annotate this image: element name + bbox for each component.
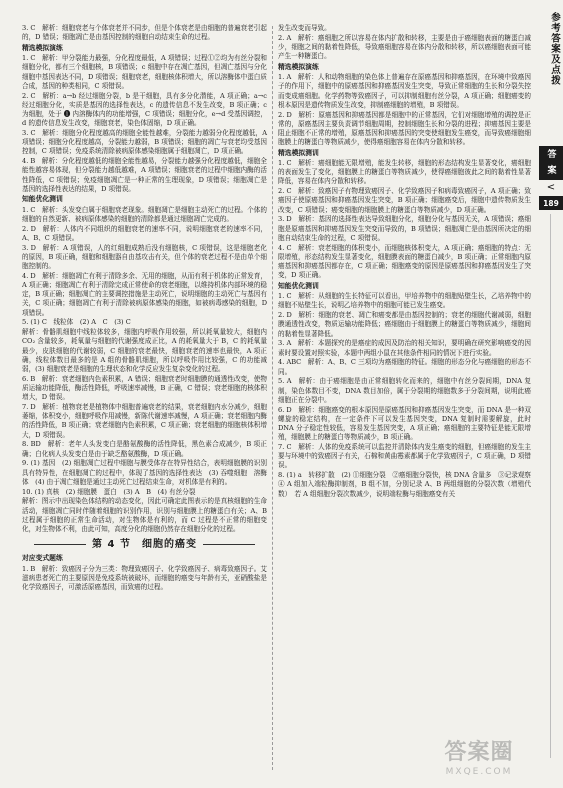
answer-paragraph: 7. C 解析：人体的免疫系统可以监控并清除体内发生癌变的细胞，但癌细胞的发生主要与环境中的致癌因子有关，石棉和黄曲霉素都属于化学致癌因子，C 项正确，D 项错误。 [278, 442, 531, 470]
answer-paragraph: 1. C 解析：头发变白属于细胞衰老现象。细胞凋亡是细胞主动死亡的过程。个体的细胞的自然更新、被病原体感染的细胞的清除都是通过细胞凋亡完成的。 [22, 205, 267, 223]
sidebar [537, 0, 563, 788]
answer-tab[interactable]: 答 案 [539, 146, 563, 180]
answer-paragraph: 6. D 解析：细胞癌变的根本原因是原癌基因和抑癌基因发生突变，而 DNA 是一种双螺旋的稳定结构，在一定条件下可以发生基因突变，DNA 复制时需要解旋，此时 DNA 分子稳定性较低，容易发生基因突变，A 项正确；癌细胞的主要特征是能无限增殖，细胞膜上的糖蛋白等物质减少，B 项正确。 [278, 405, 531, 442]
answer-paragraph: 9. (1) 基因 (2) 细胞凋亡过程中细胞与膜受体存在特异性结合，表明细胞膜的识别具有特异性，在细胞凋亡的过程中，体现了基因的选择性表达 (3) 吞噬细胞 溶酶体 (4) 由于凋亡细胞是通过主动死亡过程结束生命，对机体是有利的。 [22, 459, 267, 486]
left-column [22, 24, 267, 774]
answer-paragraph: 2. C 解析：a→b 经过细胞分裂，b 是干细胞，具有多分化潜能，A 项正确；a→c 经过细胞分化，实质是基因的选择性表达，c 的遗传信息不发生改变，B 项正确；c 为细胞，处于 ❶ 内溶酶体内的功能增强，C 项错误；细胞分化，e→d 受基因调控，d 的遗传信息发生改变，细胞衰老，染色体固缩，D 项正确。 [22, 91, 267, 128]
answer-paragraph: 2. D 解析：人体内不同组织的细胞衰老的速率不同，说明细胞衰老的速率不同，A、B、C 项错误。 [22, 224, 267, 242]
answer-paragraph: 3. A 解析：本题探究的是癌症的成因及防治的相关知识，要明确在研究影响癌变的因素时要设置对照实验，本题中两组小鼠在其他条件相同的情况下进行实验。 [278, 339, 531, 357]
sidebar-title: 参考答案及点拨 [549, 12, 560, 86]
answer-paragraph: 5. A 解析：由于癌细胞是由正常细胞转化而来的，细胞中有丝分裂间期，DNA 复制，染色体数目不变，DNA 数目加倍，属于分裂期的细胞数多于分裂间期，说明此癌细胞正在分裂中。 [278, 377, 531, 404]
answer-paragraph: 4. C 解析：衰老细胞的体积变小，而细胞核体积变大，A 项正确；癌细胞的特点：无限增殖，形态结构发生显著变化，细胞膜表面的糖蛋白减少，B 项正确；正常细胞内原癌基因和抑癌基因都存在，C 项正确；细胞癌变的原因是原癌基因和抑癌基因发生了突变，D 项正确。 [278, 243, 531, 280]
answer-paragraph: 解析：骨骼肌细胞中线粒体较多，细胞内呼吸作用较强，所以耗氧量较大，细胞内 CO₂ 含量较多，耗氧量与细胞的代谢强度成正比，A 的耗氧量大于 B，C 的耗氧量最少，皮肤细胞的代谢较弱，C 细胞的衰老最快，细胞衰老的速率也最快，A 项正确，线粒体数目最多的是 A 组的骨骼肌细胞，所以呼吸作用比较强，C 的功能减弱，(3) 细胞衰老是细胞的生理状态和化学反应发生复杂变化的过程。 [22, 328, 267, 374]
answer-paragraph: 3. D 解析：A 项错误，人的红细胞成熟后没有细胞核，C 项错误，这是细胞老化的原因，B 项正确，细胞和细胞器自由基攻击有关，但个体的衰老过程不是由单个细胞控制的。 [22, 243, 267, 271]
answer-paragraph: 4. D 解析：细胞凋亡有利于清除多余、无用的细胞，从而有利于机体的正常发育，A 项正确；细胞凋亡有利于清除完成正常使命的衰老细胞，以维持机体内部环境的稳定，B 项正确；细胞凋亡的主要调控措施是主动死亡，说明细胞的主动死亡与基因有关，C 项正确；细胞凋亡有利于清除被病原体感染的细胞，如被病毒感染的细胞，D 项错误。 [22, 271, 267, 317]
answer-paragraph: 解析：图示中出现染色体结构的动态变化，因此可确定此图表示的是真核细胞的生命活动，细胞凋亡同时伴随着细胞的识别作用，识别与细胞膜上的糖蛋白有关；A、B 过程属于细胞的正常生命活动，对生物体是有利的，而 C 过程是不正常的细胞变化，对生物体不利，由此可知，高度分化的细胞仍然存在细胞分化的过程。 [22, 497, 267, 534]
chapter-title-text: 第 4 节 细胞的癌变 [92, 539, 197, 551]
answer-paragraph: 3. C 解析：细胞衰老与个体衰老并不同步，但是个体衰老是由细胞的普遍衰老引起的，D 错误；细胞凋亡是由基因控制的细胞自动结束生命的过程。 [22, 24, 267, 42]
watermark-logo [409, 740, 549, 784]
title-rule-left [34, 544, 86, 545]
answer-paragraph: 1. B 解析：致癌因子分为三类：物理致癌因子、化学致癌因子、病毒致癌因子。艾滋病患者死亡的主要原因是免疫系统被破坏，而细胞的癌变与年龄有关，亚硝酸盐是化学致癌因子，可激活原癌基因，而致癌的过程。 [22, 564, 267, 592]
answer-paragraph: 2. D 解析：细胞的衰老、凋亡和癌变都是由基因控制的；衰老的细胞代谢减弱，细胞膜通透性改变，物质运输功能降低；癌细胞由于细胞膜上的糖蛋白等物质减少，细胞间的黏着性显著降低。 [278, 311, 531, 338]
chevron-left-icon: < [546, 182, 556, 193]
section-heading: 对应变式题练 [22, 554, 63, 563]
answer-paragraph: 1. C 解析：癌细胞能无限增殖，能发生转移，细胞的形态结构发生显著变化，癌细胞的表面发生了变化，细胞膜上的糖蛋白等物质减少，使得癌细胞彼此之间的黏着性显著降低，容易在体内分散和转移。 [278, 159, 531, 186]
page-number: 189 [539, 196, 563, 210]
answer-paragraph: 6. B 解析：衰老细胞内色素积累，A 错误；细胞衰老时细胞膜的通透性改变，使物质运输功能降低，酶活性降低，呼吸速率减慢，B 正确，C 错误；衰老细胞的核体积增大，D 错误。 [22, 374, 267, 402]
column-divider [272, 26, 273, 770]
section-heading: 知能优化测训 [22, 195, 63, 204]
answer-paragraph: 4. B 解析：分化程度越低的细胞全能性越易，分裂能力越强分化程度越低，细胞全能性越容易体现，但分裂能力越低越难，A 项错误；细胞衰老的过程中细胞内酶的活性降低，C 项错误；免疫细胞凋亡是一种正常的生理现象，D 项错误；细胞凋亡是基因的选择性表达的结果，D 项错误。 [22, 157, 267, 193]
watermark-main: 答案圈 [444, 740, 514, 765]
answer-paragraph: 7. D 解析：植物衰老是植物体中细胞普遍衰老的结果，衰老细胞内水分减少，细胞萎缩，体积变小，细胞呼吸作用减慢，新陈代谢速率减慢，A 项正确；衰老细胞内酶的活性降低，B 项正确；衰老细胞内色素积累，C 项正确；衰老细胞的细胞核体积增大，D 项错误。 [22, 403, 267, 439]
chapter-title [22, 540, 267, 549]
answer-paragraph: 5. (1) C 线粒体 (2) A C (3) C [22, 318, 131, 327]
section-heading: 精选模拟测训 [278, 148, 319, 157]
sidebar-rule [550, 214, 551, 758]
section-heading: 精选模拟演练 [22, 43, 63, 52]
answer-paragraph: 1. A 解析：人和动物细胞的染色体上普遍存在原癌基因和抑癌基因，在环境中致癌因子的作用下，细胞中的原癌基因和抑癌基因发生突变，导致正常细胞的生长和分裂失控而变成癌细胞。化学药物等致癌因子，可以抑制细胞有丝分裂，A 项正确；细胞癌变的根本原因是遗传物质发生改变，抑制癌细胞的增殖，B 项错误。 [278, 73, 531, 109]
answer-paragraph: 8. BD 解析：老年人头发变白是酪氨酸酶的活性降低，黑色素合成减少，B 项正确；白化病人头发变白是由于缺乏酪氨酸酶，D 项正确。 [22, 440, 267, 458]
answer-paragraph: 1. C 解析：从细胞的生长特征可以看出，甲培养物中的细胞贴壁生长，乙培养物中的细胞不贴壁生长，说明乙培养物中的细胞可能已发生癌变。 [278, 292, 531, 310]
answer-paragraph: 1. C 解析：甲分裂能力最强，分化程度最低，A 项错误；过程①②均为有丝分裂和细胞分化，都有三个细胞核，B 项错误；c 细胞中存在凋亡基因，但凋亡基因与分化细胞中基因表达不同，D 项错误；细胞衰老，细胞核体积增大，所以溶酶体中蛋白质合成，基因的种类相同，C 项错误。 [22, 54, 267, 90]
answer-paragraph: 3. D 解析：基因的选择性表达导致细胞分化，细胞分化与基因无关，A 项错误；癌细胞是原癌基因和抑癌基因发生突变而导致的，B 项错误；细胞凋亡是由基因所决定的细胞自动结束生命的过程，C 项错误。 [278, 215, 531, 242]
answer-paragraph: 8. (1) a 转移扩散 (2) ①细胞分裂 ②癌细胞分裂快，核 DNA 含量多 ③记录观察 ④ A 组加入端粒酶抑制剂，B 组不加，分别记录 A、B 两组细胞的分裂次数（增殖代数） 若 A 组细胞分裂次数减少，说明端粒酶与细胞癌变有关 [278, 471, 538, 498]
watermark-sub: MXQE.COM [445, 767, 513, 777]
answer-paragraph: 发生改变而导致。 [278, 24, 331, 32]
answer-paragraph: 2. C 解析：致癌因子有物理致癌因子、化学致癌因子和病毒致癌因子，A 项正确；致癌因子使原癌基因和抑癌基因发生突变，B 项正确；细胞癌变后，细胞中遗传物质发生改变，C 项错误；癌变细胞的细胞膜上的糖蛋白等物质减少，D 项正确。 [278, 187, 531, 214]
right-column [278, 24, 538, 774]
answer-paragraph: 10. (1) 真核 (2) 细胞膜 蛋白 (3) A B (4) 有丝分裂 [22, 487, 196, 496]
answer-paragraph: 4. ABC 解析：A、B、C 三项均为癌细胞的特征。细胞的形态分化与癌细胞的形态不同。 [278, 358, 531, 376]
section-heading: 知能优化测训 [278, 281, 319, 290]
title-rule-right [203, 544, 255, 545]
answer-paragraph: 3. C 解析：细胞分化程度越高的细胞全能性越难，分裂能力越弱分化程度越低，A 项错误；细胞分化程度越高，分裂能力越弱，B 项错误；细胞的凋亡与衰老均受基因控制，C 项错误；免疫系统清除被病原体感染细胞属于细胞凋亡，D 项正确。 [22, 128, 267, 156]
answer-paragraph: 2. D 解析：原癌基因和抑癌基因都是细胞中的正常基因，它们对细胞增殖的调控是正常的，原癌基因主要负责调节细胞周期，控制细胞生长和分裂的进程；抑癌基因主要是阻止细胞不正常的增殖，原癌基因和抑癌基因的突变使细胞发生癌变，而导致癌细胞细胞膜上的糖蛋白等物质减少，使得癌细胞容易在体内分散和转移。 [278, 110, 531, 147]
answer-paragraph: 2. A 解析：癌细胞之所以容易在体内扩散和转移，主要是由于癌细胞表面的糖蛋白减少，细胞之间的黏着性降低，导致癌细胞容易在体内分散和转移，所以癌细胞表面可能产生一种糖蛋白。 [278, 33, 531, 61]
section-heading: 精选模拟演练 [278, 62, 319, 71]
